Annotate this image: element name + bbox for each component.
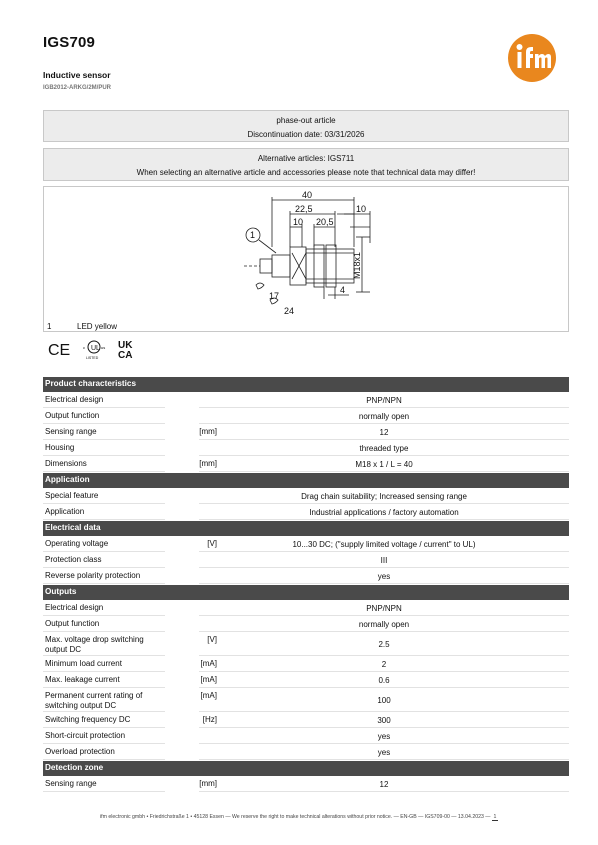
ce-mark-icon: [48, 342, 70, 359]
svg-text:us: us: [101, 345, 106, 350]
table-row: Electrical design PNP/NPN: [43, 392, 569, 408]
table-row: Overload protection yes: [43, 744, 569, 760]
ifm-logo: [508, 34, 556, 82]
table-row: Switching frequency DC [Hz] 300: [43, 712, 569, 728]
page-footer: [0, 814, 598, 821]
section-outputs: Outputs: [43, 585, 569, 600]
dim-22-5: 22,5: [295, 204, 313, 214]
footer-text: ifm electronic gmbh • Friedrichstraße 1 • 45128 Essen — We reserve the right to make technical alterations without prior notice. — EN-GB — IGS709-00 — 13.04.2023 —: [100, 814, 491, 820]
legend-text: LED yellow: [77, 322, 118, 331]
table-row: Permanent current rating of switching output DC [mA] 100: [43, 688, 569, 712]
table-row: Sensing range [mm] 12: [43, 424, 569, 440]
sensor-drawing: [44, 187, 570, 333]
header: [43, 34, 555, 94]
svg-text:CE: CE: [48, 342, 71, 359]
svg-text:UL: UL: [91, 345, 100, 352]
product-subtitle: Inductive sensor: [43, 70, 111, 80]
article-code: IGB2012-ARKG/2M/PUR: [43, 85, 112, 91]
ukca-mark-icon: [118, 340, 133, 361]
dimension-drawing: [43, 186, 569, 332]
svg-text:LISTED: LISTED: [86, 356, 99, 360]
table-row: Housing threaded type: [43, 440, 569, 456]
table-row: Output function normally open: [43, 408, 569, 424]
table-row: Minimum load current [mA] 2: [43, 656, 569, 672]
spec-table: [43, 376, 569, 792]
svg-text:CA: CA: [118, 350, 133, 361]
table-row: Max. leakage current [mA] 0.6: [43, 672, 569, 688]
table-row: Operating voltage [V] 10...30 DC; ("supply limited voltage / current" to UL): [43, 536, 569, 552]
culus-listed-icon: [83, 341, 105, 360]
table-row: Sensing range [mm] 12: [43, 776, 569, 792]
page-number: 1: [493, 814, 497, 820]
dim-10-top: 10: [356, 204, 367, 214]
alternative-articles: Alternative articles: IGS711: [257, 154, 355, 163]
section-product-characteristics: Product characteristics: [43, 377, 569, 392]
phase-out-label: phase-out article: [276, 116, 336, 125]
wrench-24: 24: [284, 306, 295, 316]
dim-40: 40: [302, 190, 313, 200]
section-application: Application: [43, 473, 569, 488]
svg-text:UK: UK: [118, 340, 133, 351]
callout-1: 1: [250, 230, 256, 240]
svg-text:c: c: [83, 345, 85, 350]
alternative-notice: [43, 148, 569, 181]
section-electrical-data: Electrical data: [43, 521, 569, 536]
table-row: Output function normally open: [43, 616, 569, 632]
dim-10: 10: [293, 217, 304, 227]
table-row: Reverse polarity protection yes: [43, 568, 569, 584]
table-row: Electrical design PNP/NPN: [43, 600, 569, 616]
discontinuation-date: Discontinuation date: 03/31/2026: [247, 130, 365, 139]
dim-4: 4: [340, 285, 346, 295]
drawing-legend: [47, 322, 117, 331]
product-title: IGS709: [43, 34, 96, 51]
table-row: Short-circuit protection yes: [43, 728, 569, 744]
legend-number: 1: [47, 322, 52, 331]
certification-icons: [48, 338, 148, 362]
section-detection-zone: Detection zone: [43, 761, 569, 776]
table-row: Protection class III: [43, 552, 569, 568]
dim-20-5: 20,5: [316, 217, 334, 227]
phase-out-notice: [43, 110, 569, 142]
table-row: Max. voltage drop switching output DC [V] 2.5: [43, 632, 569, 656]
alternative-warning: When selecting an alternative article and accessories please note that technical data may differ!: [136, 168, 476, 177]
table-row: Special feature Drag chain suitability; Increased sensing range: [43, 488, 569, 504]
wrench-17: 17: [269, 291, 280, 301]
table-row: Dimensions [mm] M18 x 1 / L = 40: [43, 456, 569, 472]
table-row: Application Industrial applications / factory automation: [43, 504, 569, 520]
dim-thread: M18x1: [352, 251, 362, 279]
